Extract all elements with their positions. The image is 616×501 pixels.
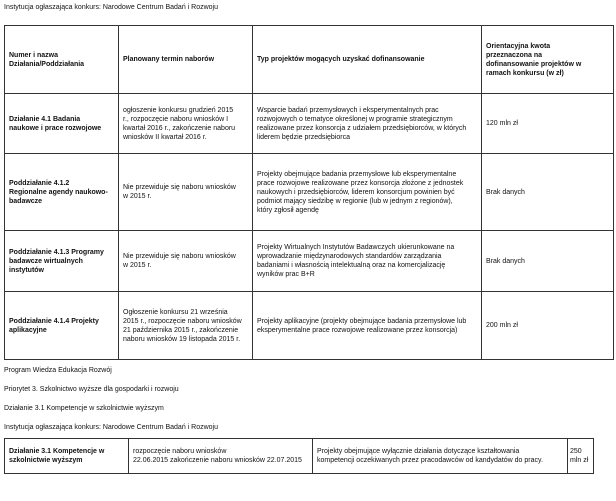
institution2-line: Instytucja ogłaszająca konkurs: Narodowe Centrum Badań i Rozwoju [4,424,218,431]
column-header-type: Typ projektów mogących uzyskać dofinansowanie [253,26,482,94]
competition-table-2 [4,438,594,474]
column-header-amount: Orientacyjna kwota przeznaczona na dofinansowanie projektów w ramach konkursu (w zł) [482,26,614,94]
row-amount: 120 mln zł [482,94,614,154]
action-line: Działanie 3.1 Kompetencje w szkolnictwie wyższym [4,405,164,412]
row-schedule: Ogłoszenie konkursu 21 września 2015 r., rozpoczęcie naboru wniosków 21 października 2015 r., zakończenie naboru wniosków 19 listopada 2015 r. [119,292,253,360]
program-line: Program Wiedza Edukacja Rozwój [4,367,112,374]
row-name: Poddziałanie 4.1.4 Projekty aplikacyjne [5,292,119,360]
row-schedule: Nie przewiduje się naboru wniosków w 2015 r. [119,231,253,292]
row-amount: Brak danych [482,231,614,292]
row-schedule: Nie przewiduje się naboru wniosków w 2015 r. [119,154,253,231]
table-row [5,94,614,154]
row-type: Projekty obejmujące wyłącznie działania dotyczące kształtowania kompetencji oczekiwanych przez pracodawców od kandydatów do pracy. [313,439,568,474]
row-type: Projekty obejmujące badania przemysłowe lub eksperymentalne prace rozwojowe realizowane przez konsorcja złożone z jednostek naukowych i przedsiębiorców, liderem konsorcjum powinien być podmiot mający siedzibę w regionie (lub w jednym z regionów), który zgłosił agendę [253,154,482,231]
row-schedule: rozpoczęcie naboru wniosków 22.06.2015 zakończenie naboru wniosków 22.07.2015 [129,439,313,474]
table-row [5,231,614,292]
priority-line: Priorytet 3. Szkolnictwo wyższe dla gospodarki i rozwoju [4,386,179,393]
row-amount: Brak danych [482,154,614,231]
row-type: Projekty aplikacyjne (projekty obejmujące badania przemysłowe lub eksperymentalne prace rozwojowe realizowane przez konsorcja) [253,292,482,360]
row-name: Poddziałanie 4.1.3 Programy badawcze wirtualnych instytutów [5,231,119,292]
row-name: Działanie 4.1 Badania naukowe i prace rozwojowe [5,94,119,154]
table-row [5,292,614,360]
table-header-row [5,26,614,94]
row-amount: 200 mln zł [482,292,614,360]
competitions-table [4,25,614,360]
institution-line: Instytucja ogłaszająca konkurs: Narodowe Centrum Badań i Rozwoju [4,4,218,11]
row-schedule: ogłoszenie konkursu grudzień 2015 r., rozpoczęcie naboru wniosków I kwartał 2016 r., zakończenie naboru wniosków II kwartał 2016 r. [119,94,253,154]
table-row [5,154,614,231]
row-amount: 250 mln zł [568,439,594,474]
row-type: Projekty Wirtualnych Instytutów Badawczych ukierunkowane na wprowadzanie międzynarodowych standardów zarządzania badaniami i własnością intelektualną oraz na komercjalizację wyników prac B+R [253,231,482,292]
column-header-schedule: Planowany termin naborów [119,26,253,94]
row-type: Wsparcie badań przemysłowych i eksperymentalnych prac rozwojowych o tematyce określonej w programie strategicznym realizowane przez konsorcja z udziałem przedsiębiorców, w których liderem będzie przedsiębiorca [253,94,482,154]
row-name: Działanie 3.1 Kompetencje w szkolnictwie wyższym [5,439,129,474]
row-name: Poddziałanie 4.1.2 Regionalne agendy naukowo- badawcze [5,154,119,231]
column-header-name: Numer i nazwa Działania/Poddziałania [5,26,119,94]
table-row [5,439,594,474]
